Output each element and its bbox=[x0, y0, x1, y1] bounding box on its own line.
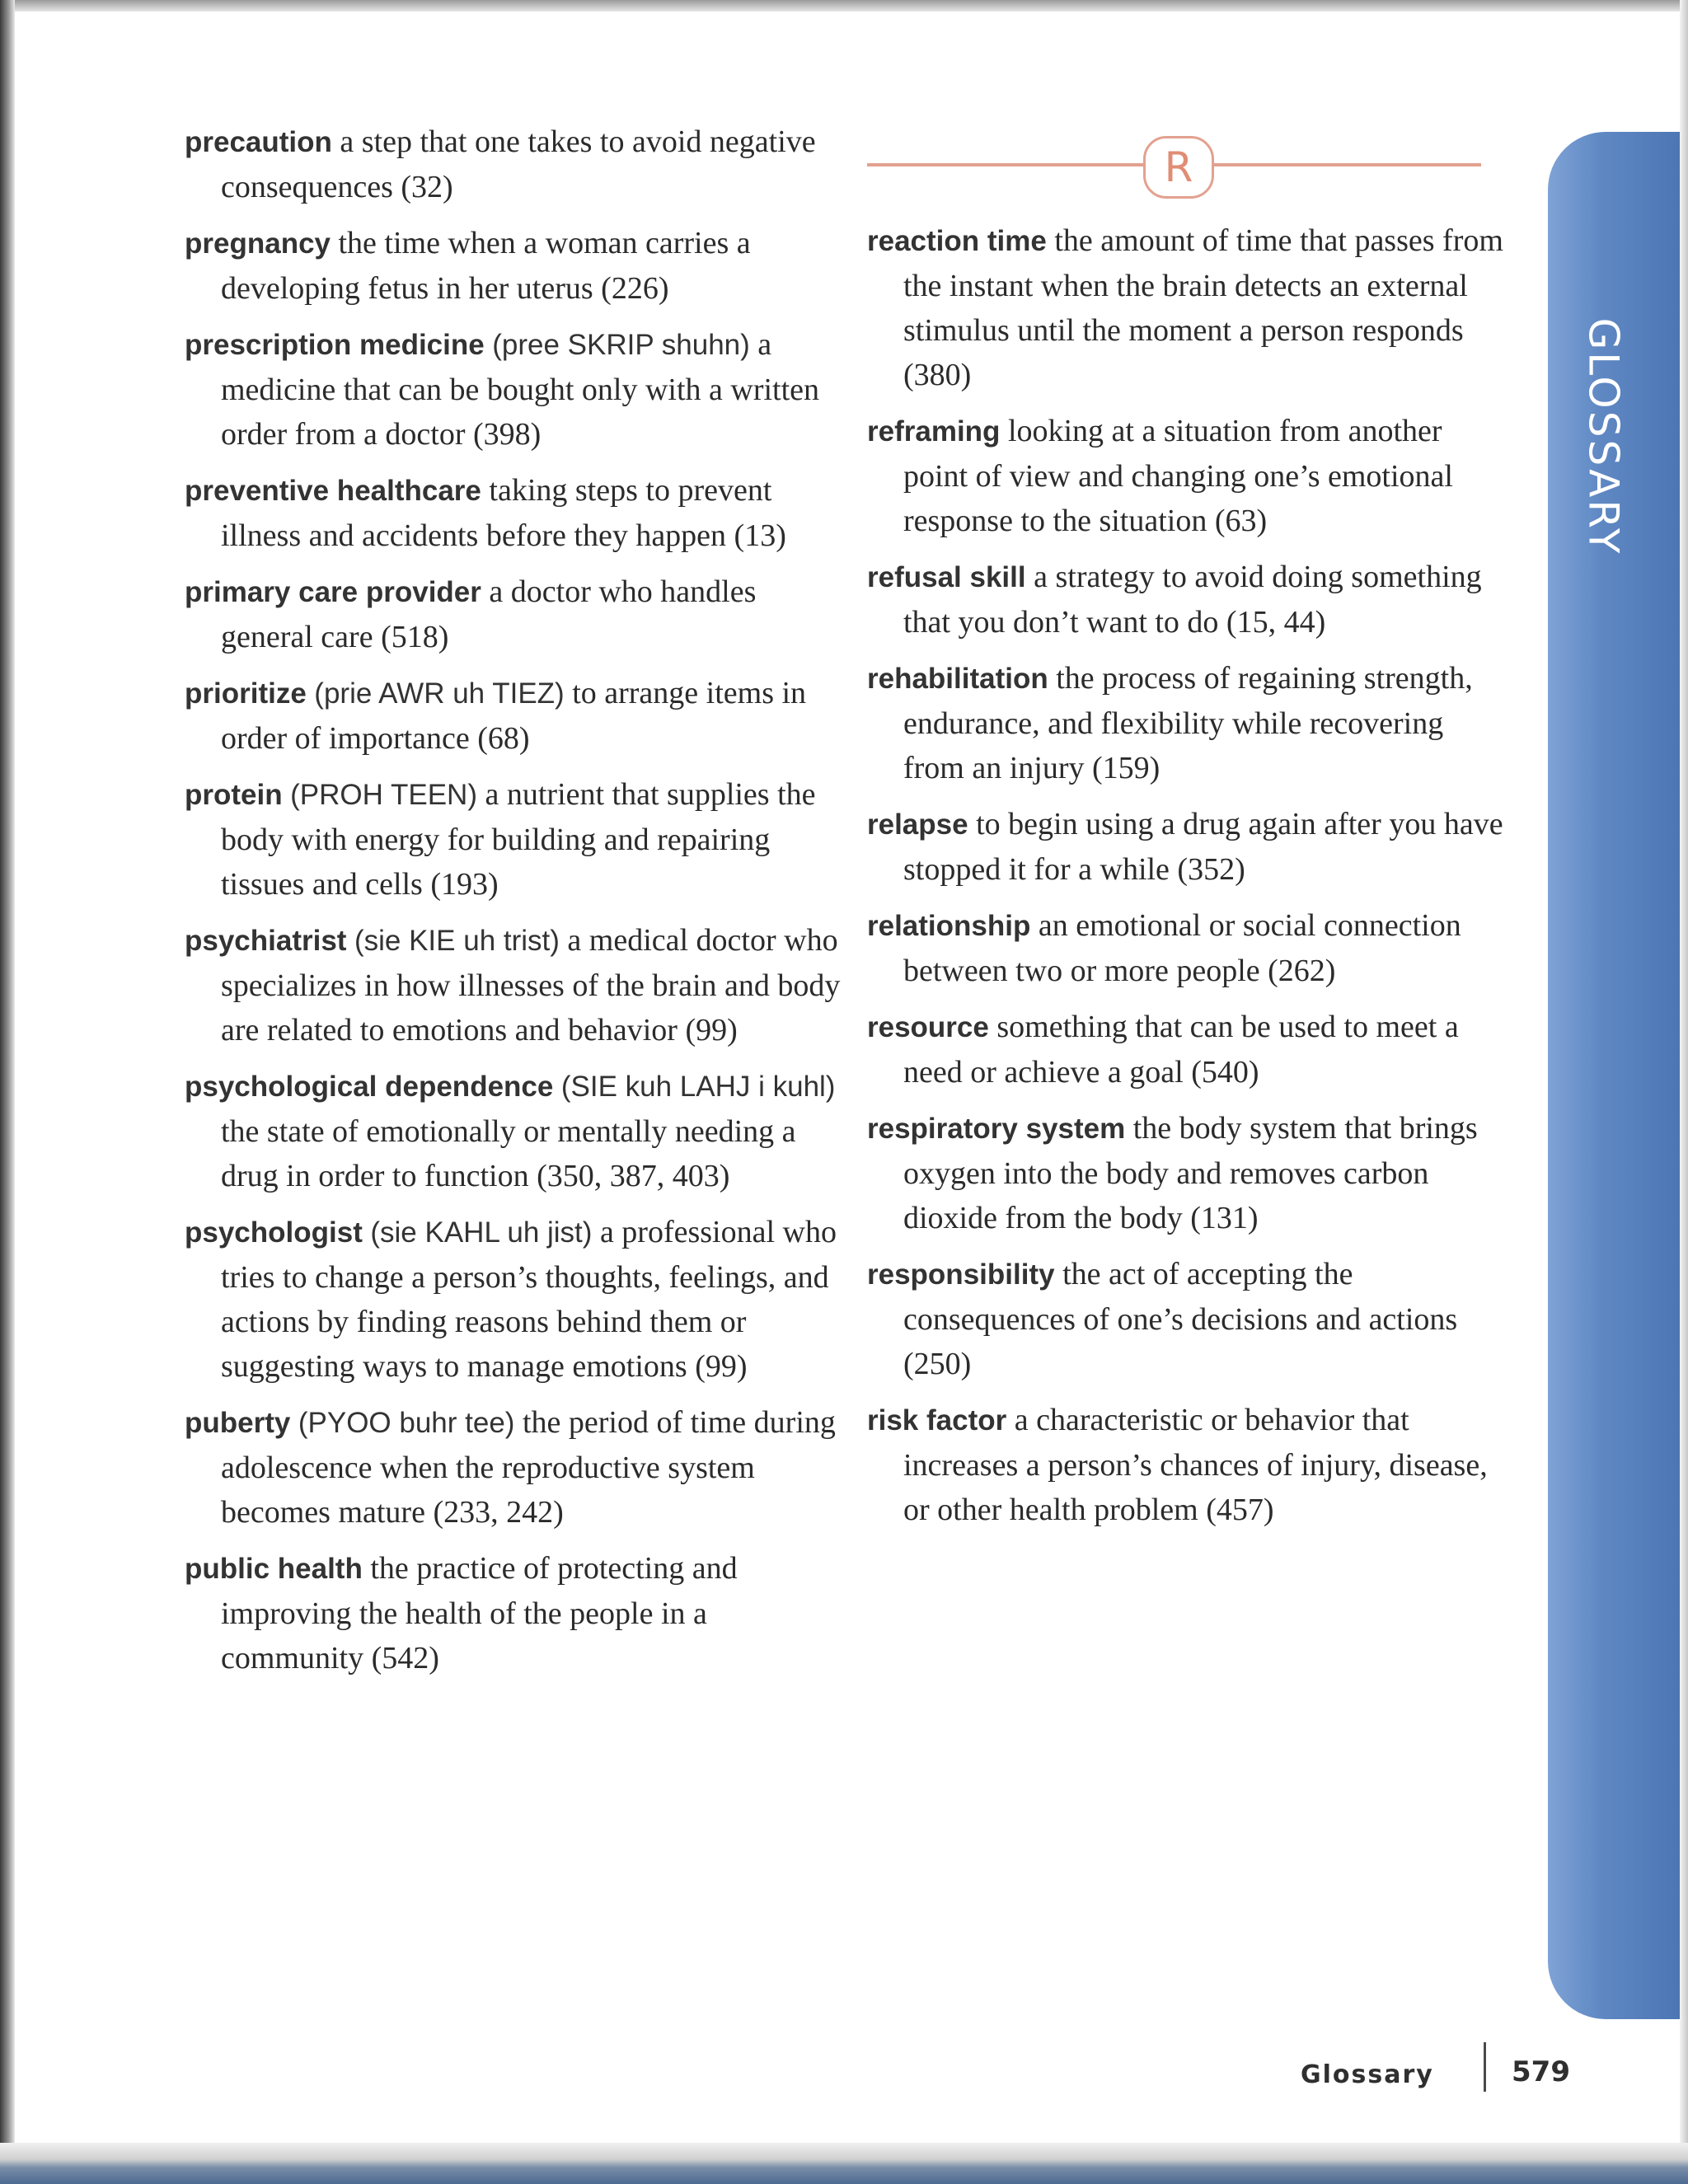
glossary-definition: a characteristic or behavior that increases a person’s chances of injury, disease, or other health problem (457) bbox=[903, 1403, 1488, 1527]
glossary-definition: a professional who tries to change a person’s thoughts, feelings, and actions by finding reasons behind them or suggesting ways to manage emotions (99) bbox=[221, 1215, 837, 1384]
glossary-entry bbox=[185, 772, 844, 907]
glossary-definition: a medical doctor who specializes in how illnesses of the brain and body are related to emotions and behavior (99) bbox=[221, 923, 841, 1047]
glossary-term: rehabilitation bbox=[867, 663, 1048, 695]
footer-divider bbox=[1484, 2042, 1486, 2092]
glossary-term: public health bbox=[185, 1553, 363, 1585]
scan-edge-right bbox=[1680, 0, 1688, 2184]
glossary-term: precaution bbox=[185, 126, 332, 158]
glossary-definition: a nutrient that supplies the body with energy for building and repairing tissues and cells (193) bbox=[221, 777, 816, 902]
glossary-term: resource bbox=[867, 1011, 989, 1043]
glossary-term: relationship bbox=[867, 910, 1031, 942]
glossary-entry bbox=[185, 1546, 844, 1680]
glossary-tab-label-box bbox=[1570, 305, 1636, 569]
right-column bbox=[867, 218, 1510, 1544]
footer-label: Glossary bbox=[1301, 2060, 1434, 2089]
glossary-definition: an emotional or social connection between two or more people (262) bbox=[903, 908, 1461, 988]
glossary-term: respiratory system bbox=[867, 1113, 1126, 1145]
glossary-term: psychological dependence bbox=[185, 1071, 554, 1103]
glossary-pronunciation: (prie AWR uh TIEZ) bbox=[314, 677, 565, 710]
glossary-definition: a strategy to avoid doing something that you don’t want to do (15, 44) bbox=[903, 560, 1482, 640]
scan-edge-top bbox=[0, 0, 1688, 12]
glossary-entry bbox=[185, 569, 844, 659]
glossary-entry bbox=[867, 903, 1510, 993]
glossary-term: preventive healthcare bbox=[185, 475, 481, 507]
glossary-entry bbox=[867, 1106, 1510, 1240]
glossary-definition: the period of time during adolescence when the reproductive system becomes mature (233, 242) bbox=[221, 1405, 836, 1530]
glossary-entry bbox=[185, 671, 844, 761]
glossary-term: risk factor bbox=[867, 1404, 1007, 1436]
glossary-term: relapse bbox=[867, 808, 968, 841]
glossary-definition: the time when a woman carries a developing fetus in her uterus (226) bbox=[221, 226, 751, 306]
glossary-entry bbox=[185, 1210, 844, 1389]
glossary-definition: the body system that brings oxygen into the body and removes carbon dioxide from the body (131) bbox=[903, 1111, 1478, 1235]
glossary-term: prescription medicine bbox=[185, 329, 485, 361]
glossary-entry bbox=[185, 120, 844, 209]
left-column bbox=[185, 120, 844, 1692]
section-letter: R bbox=[1164, 143, 1193, 191]
glossary-entry bbox=[185, 468, 844, 558]
glossary-definition: taking steps to prevent illness and accidents before they happen (13) bbox=[221, 473, 786, 553]
scan-edge-bottom bbox=[0, 2143, 1688, 2184]
glossary-tab-label: GLOSSARY bbox=[1579, 317, 1627, 556]
glossary-definition: a doctor who handles general care (518) bbox=[221, 574, 757, 654]
glossary-entry bbox=[185, 918, 844, 1052]
section-letter-badge bbox=[1143, 136, 1214, 199]
glossary-definition: the state of emotionally or mentally needing a drug in order to function (350, 387, 403) bbox=[221, 1114, 796, 1193]
glossary-term: psychologist bbox=[185, 1216, 363, 1249]
glossary-term: puberty bbox=[185, 1407, 291, 1439]
glossary-entry bbox=[185, 221, 844, 311]
glossary-term: reaction time bbox=[867, 225, 1047, 257]
glossary-definition: to begin using a drug again after you have stopped it for a while (352) bbox=[903, 807, 1503, 887]
glossary-entry bbox=[867, 656, 1510, 790]
glossary-definition: something that can be used to meet a need or achieve a goal (540) bbox=[903, 1010, 1459, 1090]
glossary-entry bbox=[185, 322, 844, 457]
glossary-term: prioritize bbox=[185, 677, 307, 710]
page-number: 579 bbox=[1512, 2055, 1570, 2088]
glossary-entry bbox=[867, 409, 1510, 543]
glossary-term: protein bbox=[185, 779, 283, 811]
glossary-entry bbox=[867, 555, 1510, 644]
glossary-entry bbox=[185, 1400, 844, 1535]
glossary-definition: a step that one takes to avoid negative consequences (32) bbox=[221, 124, 816, 204]
glossary-entry bbox=[867, 1252, 1510, 1386]
glossary-pronunciation: (sie KAHL uh jist) bbox=[370, 1216, 593, 1249]
glossary-entry bbox=[867, 1398, 1510, 1532]
glossary-entry bbox=[867, 802, 1510, 892]
glossary-term: pregnancy bbox=[185, 227, 331, 260]
glossary-definition: the process of regaining strength, endurance, and flexibility while recovering from an injury (159) bbox=[903, 661, 1473, 785]
glossary-definition: to arrange items in order of importance (68) bbox=[221, 676, 807, 756]
glossary-definition: the practice of protecting and improving the health of the people in a community (542) bbox=[221, 1551, 738, 1675]
glossary-entry bbox=[867, 218, 1510, 397]
glossary-term: primary care provider bbox=[185, 576, 481, 608]
scan-edge-left bbox=[0, 0, 15, 2184]
glossary-pronunciation: (PROH TEEN) bbox=[290, 779, 477, 811]
glossary-definition: a medicine that can be bought only with a written order from a doctor (398) bbox=[221, 327, 820, 452]
glossary-term: psychiatrist bbox=[185, 925, 347, 957]
glossary-pronunciation: (pree SKRIP shuhn) bbox=[492, 329, 750, 361]
glossary-entry bbox=[867, 1005, 1510, 1094]
glossary-term: refusal skill bbox=[867, 561, 1026, 593]
glossary-definition: looking at a situation from another point of view and changing one’s emotional response to the situation (63) bbox=[903, 414, 1453, 538]
glossary-definition: the amount of time that passes from the instant when the brain detects an external stimulus until the moment a person responds (380) bbox=[903, 223, 1503, 392]
glossary-pronunciation: (SIE kuh LAHJ i kuhl) bbox=[560, 1071, 836, 1103]
glossary-entry bbox=[185, 1064, 844, 1198]
glossary-term: responsibility bbox=[867, 1258, 1055, 1291]
glossary-pronunciation: (sie KIE uh trist) bbox=[354, 925, 560, 957]
glossary-pronunciation: (PYOO buhr tee) bbox=[298, 1407, 515, 1439]
glossary-definition: the act of accepting the consequences of one’s decisions and actions (250) bbox=[903, 1257, 1458, 1381]
glossary-term: reframing bbox=[867, 415, 1001, 448]
